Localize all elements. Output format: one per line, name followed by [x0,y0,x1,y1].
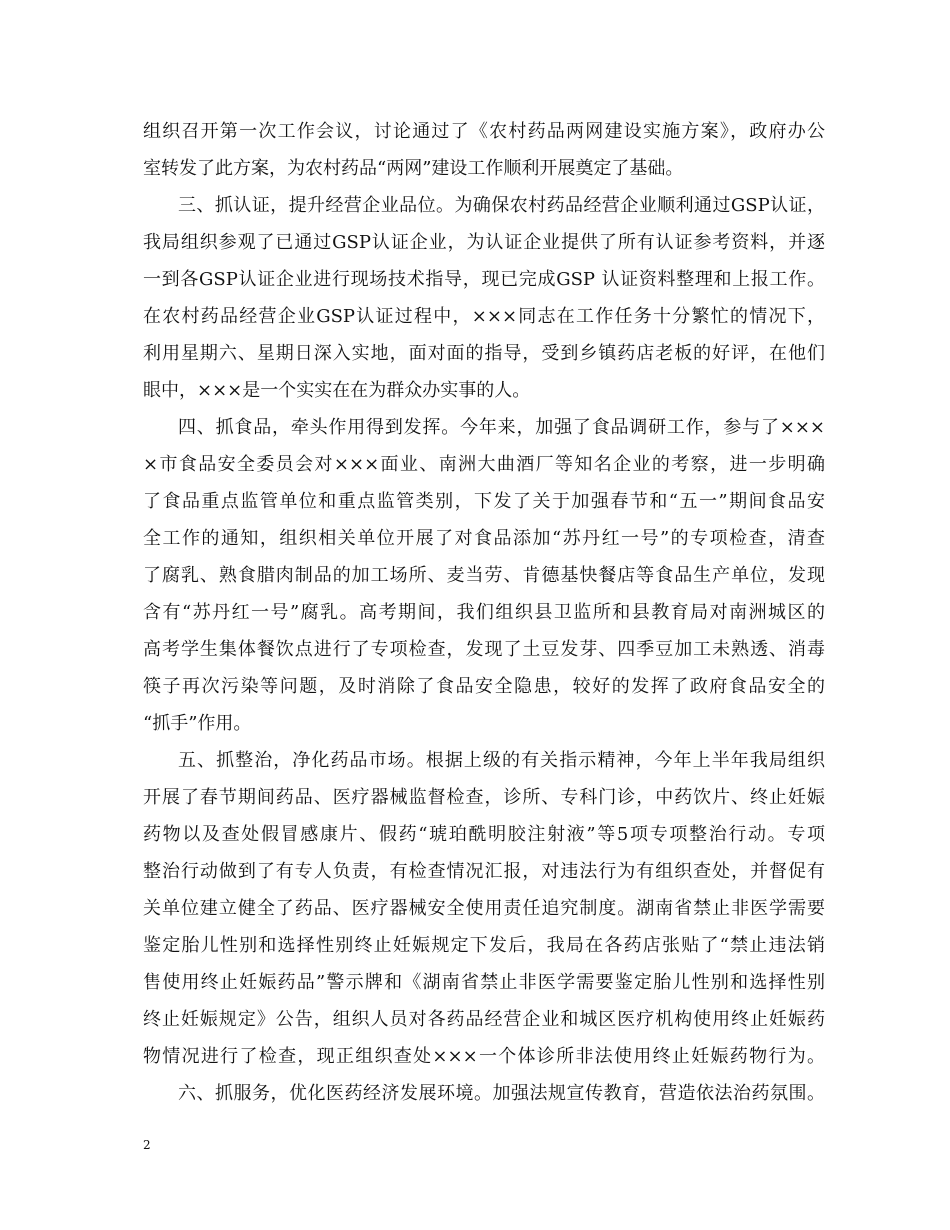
text-line: 眼中，×××是一个实实在在为群众办实事的人。 [143,380,531,401]
text-line: 三、抓认证，提升经营企业品位。为确保农村药品经营企业顺利通过GSP认证， [178,195,825,216]
text-line: 含有“苏丹红一号”腐乳。高考期间，我们组织县卫监所和县教育局对南洲城区的 [143,602,825,623]
text-line: ×市食品安全委员会对×××面业、南洲大曲酒厂等知名企业的考察，进一步明确 [143,454,825,475]
text-line: 药物以及查处假冒感康片、假药“琥珀酰明胶注射液”等5项专项整治行动。专项 [143,824,825,845]
text-line: 了食品重点监管单位和重点监管类别，下发了关于加强春节和“五一”期间食品安 [143,491,825,512]
text-line: 关单位建立健全了药品、医疗器械安全使用责任追究制度。湖南省禁止非医学需要 [143,898,825,919]
text-line: 了腐乳、熟食腊肉制品的加工场所、麦当劳、肯德基快餐店等食品生产单位，发现 [143,565,825,586]
text-line: “抓手”作用。 [143,713,252,734]
text-line: 售使用终止妊娠药品”警示牌和《湖南省禁止非医学需要鉴定胎儿性别和选择性别 [143,972,825,993]
document-body [143,113,825,1112]
text-line: 一到各GSP认证企业进行现场技术指导，现已完成GSP 认证资料整理和上报工作。 [143,269,825,290]
text-line: 开展了春节期间药品、医疗器械监督检查，诊所、专科门诊，中药饮片、终止妊娠 [143,787,825,808]
text-line: 利用星期六、星期日深入实地，面对面的指导，受到乡镇药店老板的好评，在他们 [143,343,825,364]
text-line: 五、抓整治，净化药品市场。根据上级的有关指示精神，今年上半年我局组织 [178,750,825,771]
text-line: 我局组织参观了已通过GSP认证企业，为认证企业提供了所有认证参考资料，并逐 [143,232,825,253]
text-line: 六、抓服务，优化医药经济发展环境。加强法规宣传教育，营造依法治药氛围。 [178,1083,825,1104]
text-line: 组织召开第一次工作会议，讨论通过了《农村药品两网建设实施方案》，政府办公 [143,121,825,142]
text-line: 在农村药品经营企业GSP认证过程中，×××同志在工作任务十分繁忙的情况下， [143,306,825,327]
text-line: 高考学生集体餐饮点进行了专项检查，发现了土豆发芽、四季豆加工未熟透、消毒 [143,639,825,660]
page-number: 2 [143,1138,151,1152]
text-line: 四、抓食品，牵头作用得到发挥。今年来，加强了食品调研工作，参与了××× [178,417,825,438]
text-line: 整治行动做到了有专人负责，有检查情况汇报，对违法行为有组织查处，并督促有 [143,861,825,882]
text-line: 全工作的通知，组织相关单位开展了对食品添加“苏丹红一号”的专项检查，清查 [143,528,825,549]
text-line: 室转发了此方案，为农村药品“两网”建设工作顺利开展奠定了基础。 [143,158,684,179]
text-line: 筷子再次污染等问题，及时消除了食品安全隐患，较好的发挥了政府食品安全的 [143,676,825,697]
text-line: 物情况进行了检查，现正组织查处×××一个体诊所非法使用终止妊娠药物行为。 [143,1046,825,1067]
text-line: 终止妊娠规定》公告，组织人员对各药品经营企业和城区医疗机构使用终止妊娠药 [143,1009,825,1030]
text-line: 鉴定胎儿性别和选择性别终止妊娠规定下发后，我局在各药店张贴了“禁止违法销 [143,935,825,956]
